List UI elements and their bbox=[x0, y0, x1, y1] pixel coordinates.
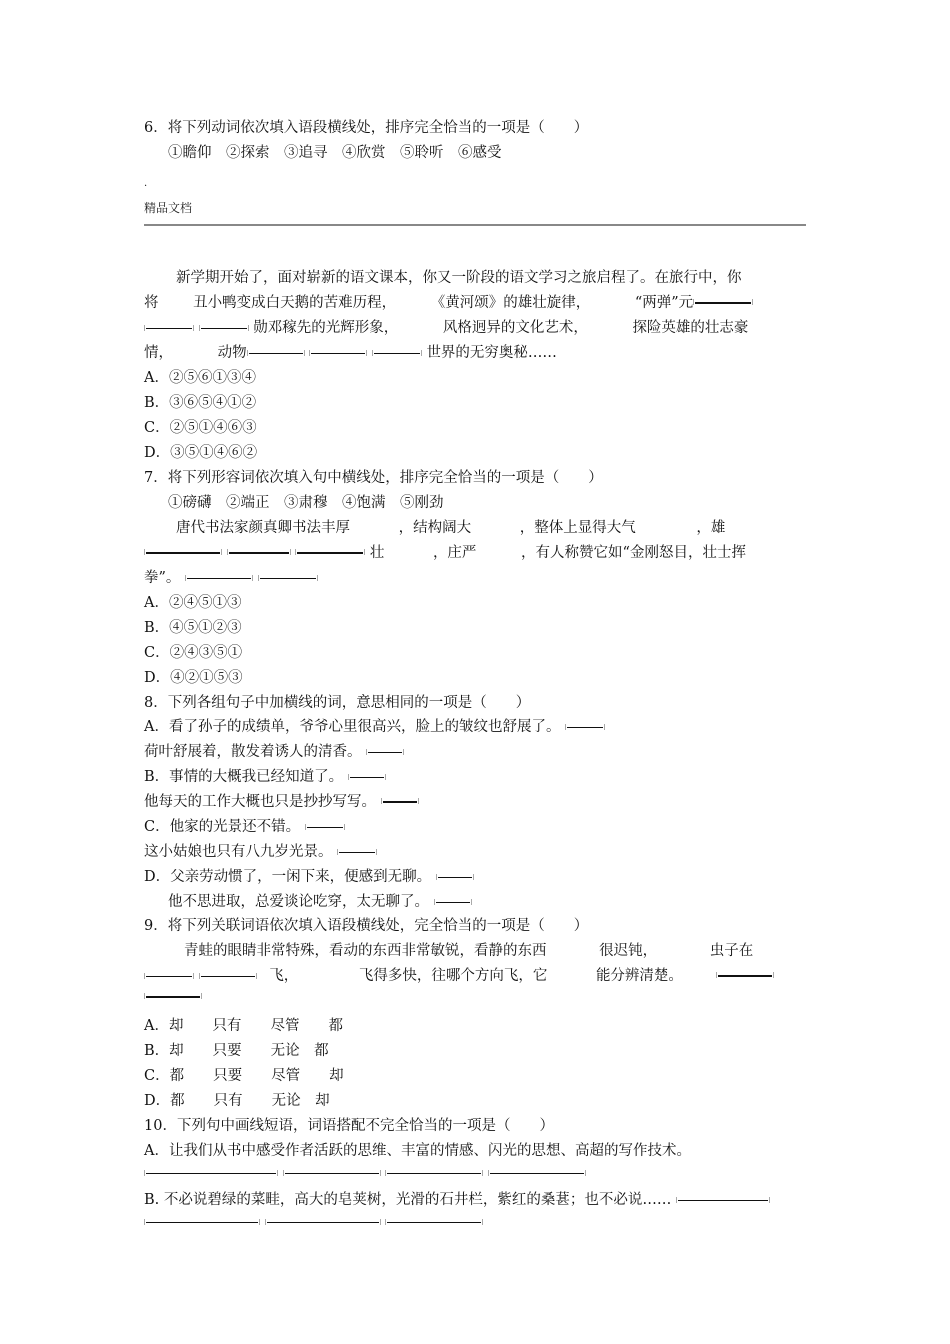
q8-stem: 8．下列各组句子中加横线的词，意思相同的一项是（ ） bbox=[144, 695, 531, 711]
q6-text: 动物 bbox=[217, 345, 247, 361]
q7-text: ，整体上显得大气 bbox=[519, 520, 636, 536]
fill-blank bbox=[229, 552, 289, 554]
q8-line bbox=[144, 867, 474, 887]
q9-para-line2 bbox=[144, 966, 774, 986]
q9-text: 青蛙的眼睛非常特殊，看动的东西非常敏锐，看静的东西 bbox=[184, 943, 547, 959]
fill-blank bbox=[297, 552, 363, 554]
fill-blank bbox=[307, 827, 343, 828]
fill-blank bbox=[339, 852, 375, 853]
q8-text: B．事情的大概我已经知道了。 bbox=[144, 769, 344, 785]
q6-text: 风格迥异的文化艺术， bbox=[442, 320, 588, 336]
q7-choice-a: A．②④⑤①③ bbox=[144, 595, 242, 611]
q8-text: 这小姑娘也只有八九岁光景。 bbox=[144, 844, 333, 860]
q6-text: 丑小鸭变成白天鹅的苦难历程， bbox=[193, 295, 397, 311]
q7-text: ，庄严 bbox=[432, 545, 477, 561]
q6-para-line2 bbox=[144, 293, 753, 313]
q6-options: ①瞻仰 ②探索 ③追寻 ④欣赏 ⑤聆听 ⑥感受 bbox=[168, 145, 502, 161]
q8-line bbox=[144, 717, 605, 737]
q6-text: 勋邓稼先的光辉形象， bbox=[253, 320, 399, 336]
q6-para-line1: 新学期开始了，面对崭新的语文课本，你又一阶段的语文学习之旅启程了。在旅行中，你 bbox=[176, 270, 742, 286]
q9-para-line3 bbox=[144, 987, 202, 1007]
fill-blank bbox=[350, 777, 384, 778]
q9-text: 很迟钝， bbox=[599, 943, 658, 959]
q9-para-line1 bbox=[184, 941, 753, 961]
q7-text: ，结构阔大 bbox=[398, 520, 472, 536]
q10-stem: 10．下列句中画线短语，词语搭配不完全恰当的一项是（ ） bbox=[144, 1118, 554, 1134]
q8-line bbox=[168, 892, 472, 912]
fill-blank bbox=[383, 801, 417, 803]
q10-b-underlines bbox=[144, 1212, 483, 1232]
q7-options: ①磅礴 ②端正 ③肃穆 ④饱满 ⑤刚劲 bbox=[168, 495, 444, 511]
fill-blank bbox=[146, 1222, 258, 1223]
fill-blank bbox=[387, 1222, 481, 1223]
q6-choice-c: C．②⑤①④⑥③ bbox=[144, 420, 257, 436]
fill-blank bbox=[146, 976, 192, 977]
q9-text: 飞得多快，往哪个方向飞，它 bbox=[358, 968, 548, 984]
q7-text: ，有人称赞它如“金刚怒目，壮士挥 bbox=[521, 545, 746, 561]
q7-para-line2 bbox=[144, 543, 746, 563]
fill-blank bbox=[567, 727, 603, 728]
q8-text: 他每天的工作大概也只是抄抄写写。 bbox=[144, 794, 376, 810]
q9-stem: 9．将下列关联词语依次填入语段横线处，完全恰当的一项是（ ） bbox=[144, 918, 589, 934]
q8-line bbox=[144, 792, 419, 812]
q6-stem: 6．将下列动词依次填入语段横线处，排序完全恰当的一项是（ ） bbox=[144, 120, 589, 136]
fill-blank bbox=[438, 877, 472, 878]
fill-blank bbox=[374, 353, 420, 354]
q8-text: D．父亲劳动惯了，一闲下来，便感到无聊。 bbox=[144, 869, 432, 885]
q8-text: 荷叶舒展着，散发着诱人的清香。 bbox=[144, 744, 362, 760]
fill-blank bbox=[260, 578, 316, 579]
fill-blank bbox=[436, 902, 470, 903]
q7-text: 唐代书法家颜真卿书法丰厚 bbox=[176, 520, 350, 536]
q8-line bbox=[144, 817, 345, 837]
fill-blank bbox=[311, 353, 365, 354]
fill-blank bbox=[267, 1222, 379, 1223]
q6-text: 将 bbox=[144, 295, 159, 311]
q7-choice-d: D．④②①⑤③ bbox=[144, 670, 243, 686]
q8-line bbox=[144, 767, 386, 787]
q6-choice-d: D．③⑤①④⑥② bbox=[144, 445, 258, 461]
fill-blank bbox=[146, 552, 220, 554]
fill-blank bbox=[146, 996, 200, 998]
q6-choice-a: A．②⑤⑥①③④ bbox=[144, 370, 256, 386]
fill-blank bbox=[146, 1173, 276, 1174]
header-dot: . bbox=[144, 178, 148, 189]
q9-text: 飞， bbox=[269, 968, 299, 984]
q6-text: 世界的无穷奥秘…… bbox=[426, 345, 557, 361]
q8-text: 他不思进取，总爱谈论吃穿，太无聊了。 bbox=[168, 894, 429, 910]
fill-blank bbox=[695, 302, 751, 304]
q10-a-underlines bbox=[144, 1163, 586, 1183]
q10-choice-b-line bbox=[144, 1190, 770, 1210]
fill-blank bbox=[285, 1173, 379, 1174]
q6-choice-b: B．③⑥⑤④①② bbox=[144, 395, 257, 411]
q8-text: A．看了孙子的成绩单，爷爷心里很高兴，脸上的皱纹也舒展了。 bbox=[144, 719, 561, 735]
q7-choice-c: C．②④③⑤① bbox=[144, 645, 243, 661]
q7-text: 拳”。 bbox=[144, 570, 181, 586]
q6-para-line4 bbox=[144, 343, 557, 363]
q8-line bbox=[144, 742, 404, 762]
fill-blank bbox=[249, 353, 303, 354]
q9-choice-c: C．都 只要 尽管 却 bbox=[144, 1068, 344, 1084]
q9-choice-a: A．却 只有 尽管 都 bbox=[144, 1018, 343, 1034]
q7-stem: 7．将下列形容词依次填入句中横线处，排序完全恰当的一项是（ ） bbox=[144, 470, 603, 486]
q6-text: 探险英雄的壮志豪 bbox=[632, 320, 749, 336]
q7-text: 壮 bbox=[369, 545, 385, 561]
q6-text: 情， bbox=[144, 345, 173, 361]
fill-blank bbox=[146, 328, 192, 329]
q9-choice-d: D．都 只有 无论 却 bbox=[144, 1093, 330, 1109]
q9-text: 虫子在 bbox=[709, 943, 754, 959]
fill-blank bbox=[201, 328, 247, 329]
q10-choice-a: A．让我们从书中感受作者活跃的思维、丰富的情感、闪光的思想、高超的写作技术。 bbox=[144, 1143, 691, 1159]
fill-blank bbox=[490, 1173, 584, 1174]
q7-para-line1 bbox=[176, 518, 725, 538]
q7-choice-b: B．④⑤①②③ bbox=[144, 620, 242, 636]
q9-choice-b: B．却 只要 无论 都 bbox=[144, 1043, 329, 1059]
fill-blank bbox=[368, 752, 402, 753]
fill-blank bbox=[678, 1200, 768, 1201]
q9-text: 能分辨清楚。 bbox=[595, 968, 683, 984]
q7-text: ，雄 bbox=[696, 520, 726, 536]
q8-line bbox=[144, 842, 377, 862]
fill-blank bbox=[187, 578, 251, 579]
q6-text: 《黄河颂》的雄壮旋律， bbox=[430, 295, 591, 311]
header-label: 精品文档 bbox=[144, 201, 193, 215]
q10-text: B. 不必说碧绿的菜畦，高大的皂荚树，光滑的石井栏，紫红的桑葚；也不必说…… bbox=[144, 1192, 672, 1208]
fill-blank bbox=[387, 1173, 481, 1174]
q7-para-line3 bbox=[144, 568, 318, 588]
fill-blank bbox=[718, 975, 772, 977]
q6-para-line3 bbox=[144, 318, 748, 338]
q6-text: “两弹”元 bbox=[634, 295, 694, 311]
fill-blank bbox=[201, 976, 255, 977]
header-rule bbox=[144, 224, 806, 226]
q8-text: C．他家的光景还不错。 bbox=[144, 819, 301, 835]
